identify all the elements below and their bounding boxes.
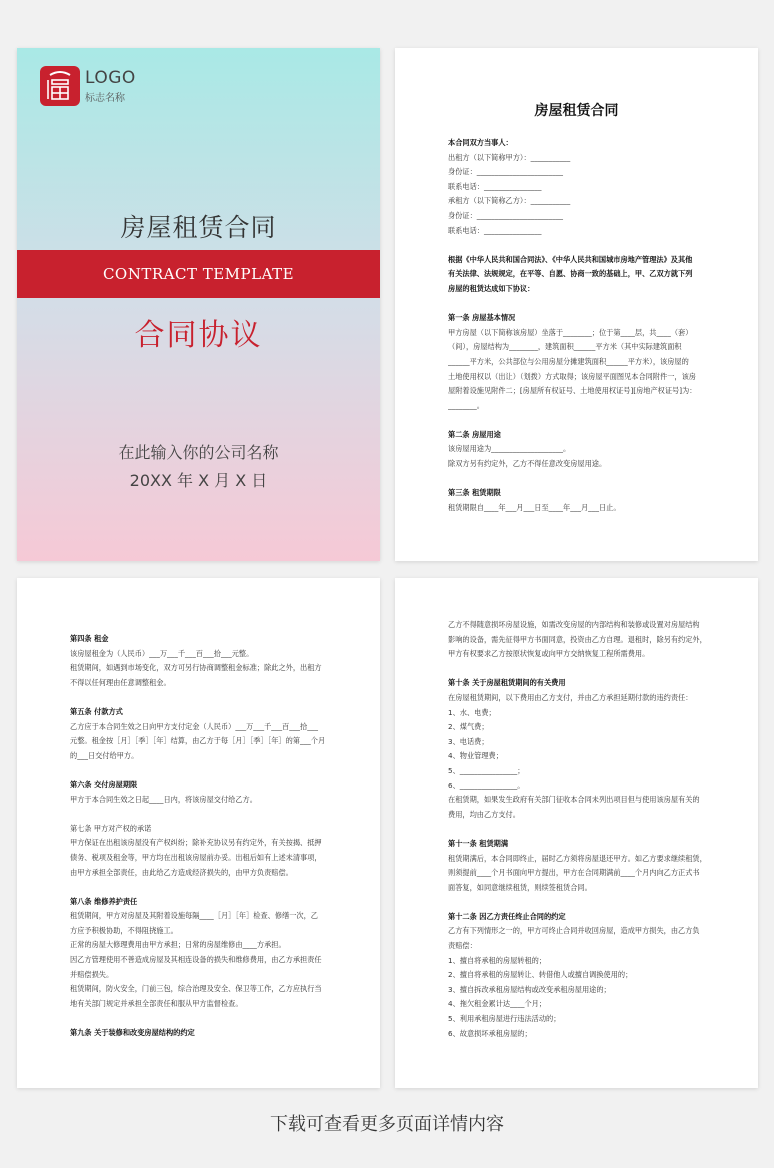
document-page-2 bbox=[17, 578, 380, 1088]
text-line bbox=[448, 662, 708, 677]
section-heading: 第四条 租金 bbox=[70, 634, 109, 643]
text-line: 联系电话：________________ bbox=[448, 225, 542, 235]
text-line: 4、物业管理费； bbox=[448, 751, 503, 761]
cover-subtitle: 合同协议 bbox=[134, 318, 263, 353]
text-line: 债务、税项及租金等，甲方均在出租该房屋前办妥。出租后如有上述未清事项， bbox=[70, 852, 322, 862]
text-line: 6、________________。 bbox=[448, 780, 525, 790]
text-line: 正常的房屋大修理费用由甲方承担；日常的房屋维修由____方承担。 bbox=[70, 940, 286, 950]
text-line: 身份证：________________________ bbox=[448, 167, 564, 177]
logo-seal-icon bbox=[40, 66, 80, 106]
text-line: 地有关部门规定并承担全部责任和服从甲方监督检查。 bbox=[70, 998, 243, 1008]
text-line: 承租方（以下简称乙方）：___________ bbox=[448, 196, 571, 206]
page-1-body bbox=[448, 136, 708, 515]
text-line: 则须提前____个月书面向甲方提出，甲方在合同期满前____个月内向乙方正式书 bbox=[448, 868, 700, 878]
text-line: 元整。租金按［月］［季］［年］结算，由乙方于每［月］［季］［年］的第___个月 bbox=[70, 736, 326, 746]
text-line: 4、拖欠租金累计达____个月； bbox=[448, 999, 547, 1009]
text-line: 2、擅自将承租的房屋转让、转借他人或擅自调换使用的； bbox=[448, 970, 633, 980]
text-line: 影响的设备，需先征得甲方书面同意，投资由乙方自理。退租时，除另有约定外， bbox=[448, 634, 707, 644]
text-line: 除双方另有约定外，乙方不得任意改变房屋用途。 bbox=[448, 459, 607, 469]
section-heading: 第一条 房屋基本情况 bbox=[448, 313, 516, 323]
footer-caption: 下载可查看更多页面详情内容 bbox=[270, 1114, 504, 1135]
text-line: 费用，均由乙方支付。 bbox=[448, 809, 520, 819]
text-line bbox=[448, 238, 708, 253]
text-line bbox=[70, 1011, 330, 1026]
section-heading: 有关法律、法规规定，在平等、自愿、协商一致的基础上，甲、乙双方就下列 bbox=[448, 269, 693, 279]
section-heading: 第八条 维修养护责任 bbox=[70, 896, 138, 906]
section-heading: 第十条 关于房屋租赁期间的有关费用 bbox=[448, 678, 566, 688]
red-band bbox=[17, 250, 380, 298]
text-line: 租赁期满后，本合同即终止，届时乙方须将房屋退还甲方。如乙方要求继续租赁， bbox=[448, 853, 707, 863]
text-line: 5、________________； bbox=[448, 765, 525, 775]
section-heading: 第十二条 因乙方责任终止合同的约定 bbox=[448, 911, 566, 921]
text-line: 因乙方管理使用不善造成房屋及其相连设备的损失和维修费用，由乙方承担责任 bbox=[70, 955, 322, 965]
text-line: 第七条 甲方对产权的承诺 bbox=[70, 823, 152, 833]
text-line: （间），房屋结构为________，建筑面积______平方米（其中实际建筑面积 bbox=[448, 342, 682, 352]
section-heading: 第二条 房屋用途 bbox=[448, 429, 501, 439]
cover-date: 20XX 年 X 月 X 日 bbox=[129, 471, 268, 490]
text-line: 1、水、电费； bbox=[448, 707, 496, 717]
cover-title: 房屋租赁合同 bbox=[120, 213, 277, 242]
text-line: 租赁期间，如遇到市场变化，双方可另行协商调整租金标准；除此之外，出租方 bbox=[70, 663, 322, 673]
text-line bbox=[70, 763, 330, 778]
text-line bbox=[448, 472, 708, 487]
text-line: 屋附着设施见附件二；[房屋所有权证号、土地使用权证号][房地产权证号]为： bbox=[448, 386, 697, 396]
text-line: 乙方应于本合同生效之日向甲方支付定金（人民币）___万___千___百___拾___ bbox=[70, 721, 318, 731]
text-line: ______平方米，公共部位与公用房屋分摊建筑面积______平方米），该房屋的 bbox=[448, 356, 689, 366]
text-line: 身份证：________________________ bbox=[448, 210, 564, 220]
text-line: 3、擅自拆改承租房屋结构或改变承租房屋用途的； bbox=[448, 984, 611, 994]
text-line: 3、电话费； bbox=[448, 736, 489, 746]
text-line: 出租方（以下简称甲方）：___________ bbox=[448, 152, 571, 162]
text-line bbox=[448, 297, 708, 312]
text-line: 甲方有权要求乙方按原状恢复或向甲方交纳恢复工程所需费用。 bbox=[448, 649, 650, 659]
text-line: 租赁期间，甲方对房屋及其附着设施每隔____［月］［年］检查、修缮一次，乙 bbox=[70, 911, 318, 921]
text-line: 责赔偿： bbox=[448, 941, 477, 951]
text-line: 2、煤气费； bbox=[448, 722, 489, 732]
text-line: 在租赁期，如果发生政府有关部门征收本合同未列出项目但与使用该房屋有关的 bbox=[448, 795, 700, 805]
text-line: ________。 bbox=[448, 400, 484, 410]
text-line: 5、利用承租房屋进行违法活动的； bbox=[448, 1014, 561, 1024]
text-line: 乙方不得随意损坏房屋设施，如需改变房屋的内部结构和装修或设置对房屋结构 bbox=[448, 620, 700, 629]
document-page-1 bbox=[395, 48, 758, 561]
text-line bbox=[70, 880, 330, 895]
text-line: 6、故意损坏承租房屋的； bbox=[448, 1028, 532, 1038]
text-line: 租赁期间，防火安全，门前三包，综合治理及安全、保卫等工作，乙方应执行当 bbox=[70, 984, 322, 994]
text-line: 1、擅自将承租的房屋转租的； bbox=[448, 955, 547, 965]
text-line: 的___日交付给甲方。 bbox=[70, 750, 139, 760]
section-heading: 根据《中华人民共和国合同法》、《中华人民共和国城市房地产管理法》及其他 bbox=[448, 254, 693, 264]
text-line: 甲方于本合同生效之日起____日内，将该房屋交付给乙方。 bbox=[70, 794, 257, 804]
text-line bbox=[448, 895, 708, 910]
text-line: 并赔偿损失。 bbox=[70, 969, 114, 979]
text-line: 不得以任何理由任意调整租金。 bbox=[70, 677, 171, 687]
section-heading: 本合同双方当事人： bbox=[448, 138, 513, 147]
logo-text: LOGO bbox=[85, 68, 136, 88]
text-line: 该房屋租金为（人民币）___万___千___百___拾___元整。 bbox=[70, 648, 254, 658]
text-line: 在房屋租赁期间，以下费用由乙方支付，并由乙方承担延期付款的违约责任： bbox=[448, 692, 693, 702]
section-heading: 房屋的租赁达成如下协议： bbox=[448, 283, 535, 293]
cover-page bbox=[17, 48, 380, 561]
section-heading: 第九条 关于装修和改变房屋结构的约定 bbox=[70, 1028, 195, 1038]
logo-subtitle: 标志名称 bbox=[85, 93, 125, 104]
document-title: 房屋租赁合同 bbox=[534, 103, 619, 119]
section-heading: 第十一条 租赁期满 bbox=[448, 838, 509, 848]
page-2-body bbox=[70, 632, 330, 1041]
text-line: 甲方房屋（以下简称该房屋）坐落于________；位于第____层，共____（套） bbox=[448, 327, 693, 337]
band-text: CONTRACT TEMPLATE bbox=[102, 265, 295, 283]
text-line bbox=[448, 413, 708, 428]
text-line: 甲方保证在出租该房屋没有产权纠纷；除补充协议另有约定外，有关按揭、抵押 bbox=[70, 838, 322, 848]
section-heading: 第五条 付款方式 bbox=[70, 706, 123, 716]
page-3-body bbox=[448, 618, 708, 1041]
text-line: 该房屋用途为____________________。 bbox=[448, 444, 571, 454]
text-line bbox=[70, 690, 330, 705]
text-line: 联系电话：________________ bbox=[448, 181, 542, 191]
section-heading: 第六条 交付房屋期限 bbox=[70, 779, 138, 789]
text-line: 乙方有下列情形之一的，甲方可终止合同并收回房屋，造成甲方损失，由乙方负 bbox=[448, 926, 700, 936]
text-line: 土地使用权以（出让）（划拨）方式取得；该房屋平面图见本合同附件一，该房 bbox=[448, 371, 696, 381]
text-line: 方应予积极协助，不得阻挠施工。 bbox=[70, 925, 178, 935]
text-line bbox=[448, 822, 708, 837]
text-line: 面答复，如同意继续租赁，则续签租赁合同。 bbox=[448, 882, 592, 892]
document-page-3 bbox=[395, 578, 758, 1088]
text-line: 租赁期限自____年___月___日至____年___月___日止。 bbox=[448, 502, 621, 512]
section-heading: 第三条 租赁期限 bbox=[448, 488, 501, 498]
text-line: 由甲方承担全部责任，由此给乙方造成经济损失的，由甲方负责赔偿。 bbox=[70, 867, 293, 877]
company-name: 在此输入你的公司名称 bbox=[118, 443, 279, 462]
text-line bbox=[70, 807, 330, 822]
